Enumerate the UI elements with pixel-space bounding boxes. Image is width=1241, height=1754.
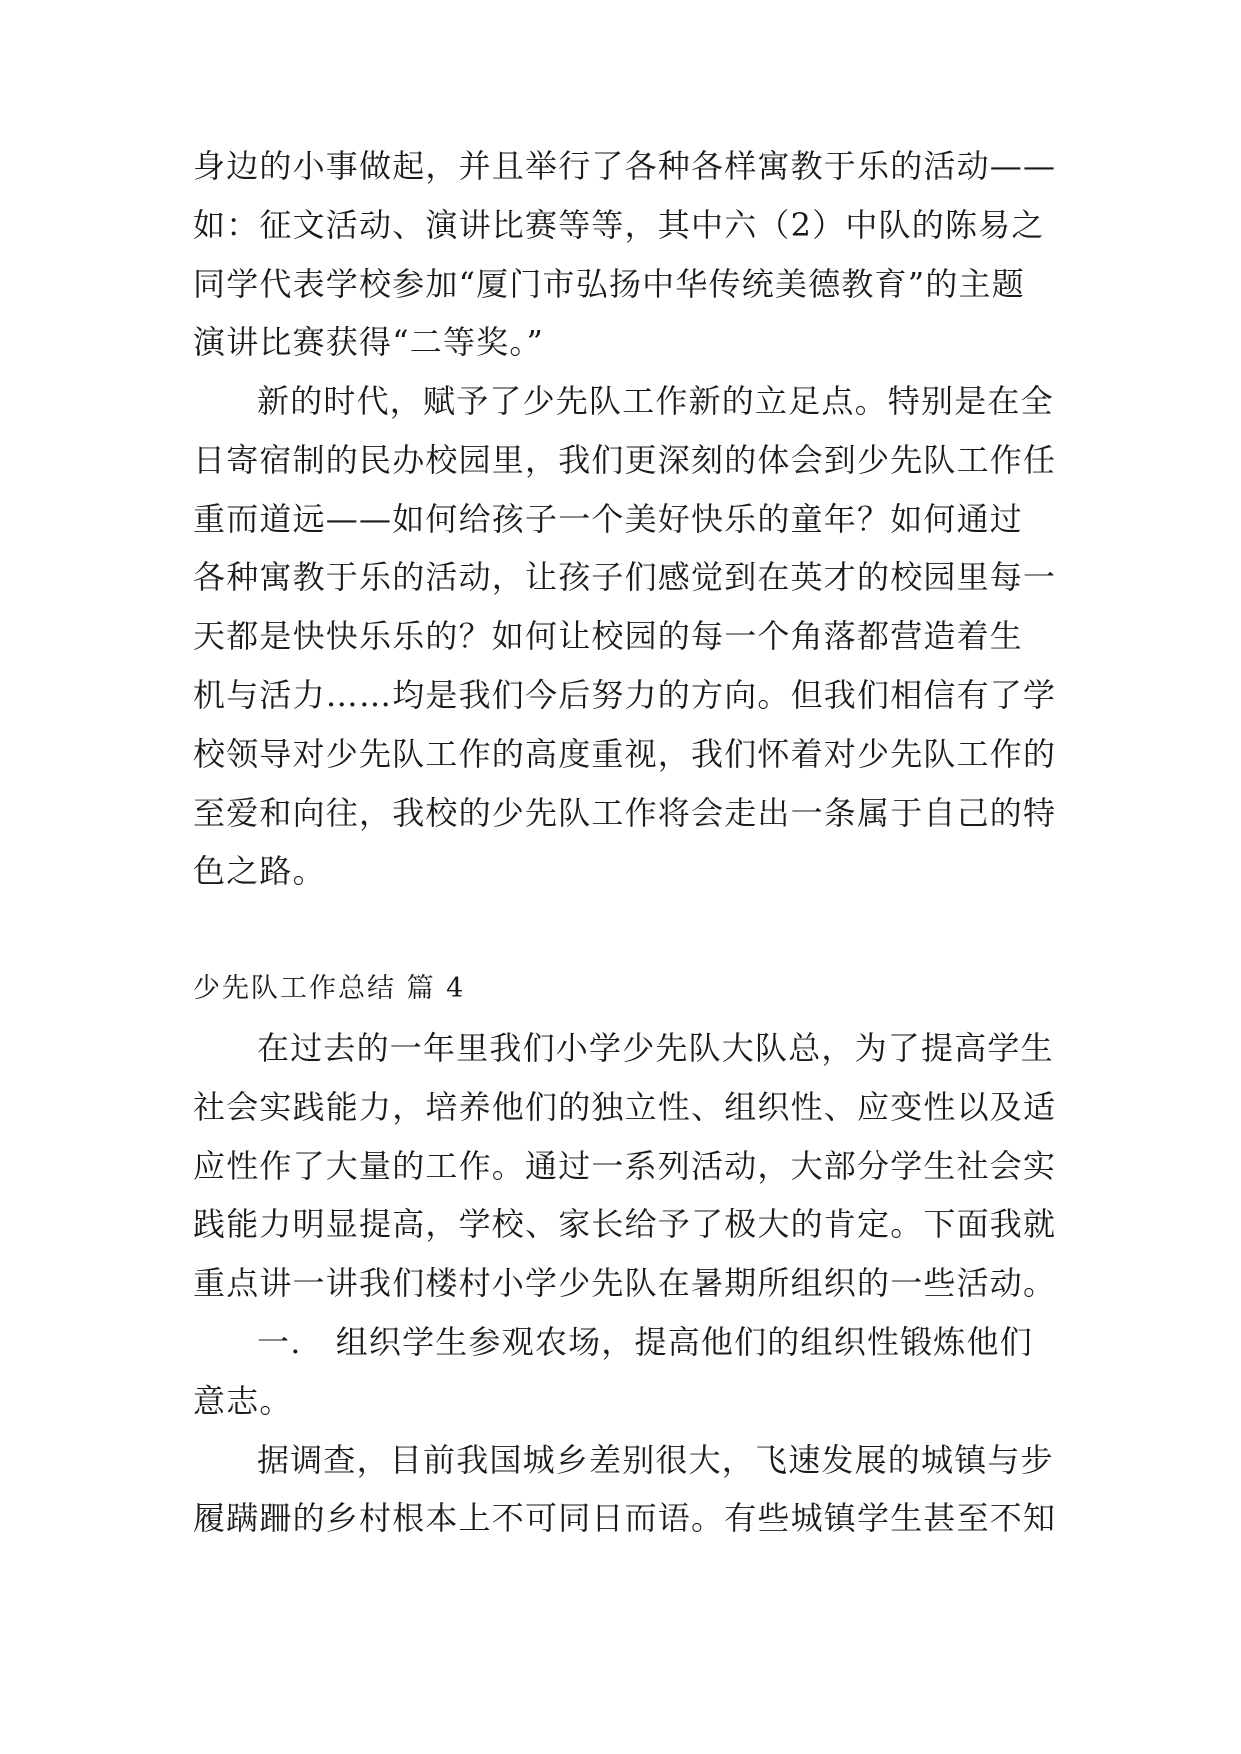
paragraph-5-line-2: 履蹒跚的乡村根本上不可同日而语。有些城镇学生甚至不知	[193, 1499, 1057, 1537]
paragraph-3-line-3: 应性作了大量的工作。通过一系列活动，大部分学生社会实	[193, 1147, 1057, 1185]
paragraph-3-line-5: 重点讲一讲我们楼村小学少先队在暑期所组织的一些活动。	[193, 1264, 1057, 1302]
paragraph-2-line-6: 机与活力……均是我们今后努力的方向。但我们相信有了学	[193, 676, 1057, 714]
paragraph-2-line-5: 天都是快快乐乐的？如何让校园的每一个角落都营造着生	[193, 617, 1024, 655]
paragraph-3-line-2: 社会实践能力，培养他们的独立性、组织性、应变性以及适	[193, 1088, 1057, 1126]
paragraph-4-line-1: 一. 组织学生参观农场，提高他们的组织性锻炼他们	[257, 1323, 1033, 1361]
paragraph-2-line-3: 重而道远——如何给孩子一个美好快乐的童年？如何通过	[193, 500, 1024, 538]
paragraph-5-line-1: 据调查，目前我国城乡差别很大，飞速发展的城镇与步	[257, 1441, 1054, 1479]
paragraph-2-line-8: 至爱和向往，我校的少先队工作将会走出一条属于自己的特	[193, 794, 1057, 832]
section-heading: 少先队工作总结 篇 4	[193, 973, 466, 1004]
paragraph-2-line-4: 各种寓教于乐的活动，让孩子们感觉到在英才的校园里每一	[193, 558, 1057, 596]
paragraph-2-line-7: 校领导对少先队工作的高度重视，我们怀着对少先队工作的	[193, 735, 1057, 773]
paragraph-4-line-2: 意志。	[193, 1382, 293, 1420]
paragraph-2-line-9: 色之路。	[193, 852, 326, 890]
paragraph-1-line-1: 身边的小事做起，并且举行了各种各样寓教于乐的活动——	[193, 147, 1057, 185]
paragraph-2-line-2: 日寄宿制的民办校园里，我们更深刻的体会到少先队工作任	[193, 441, 1057, 479]
paragraph-2-line-1: 新的时代，赋予了少先队工作新的立足点。特别是在全	[257, 382, 1054, 420]
paragraph-1-line-3: 同学代表学校参加“厦门市弘扬中华传统美德教育”的主题	[193, 265, 1025, 303]
paragraph-3-line-4: 践能力明显提高，学校、家长给予了极大的肯定。下面我就	[193, 1205, 1057, 1243]
paragraph-3-line-1: 在过去的一年里我们小学少先队大队总，为了提高学生	[257, 1029, 1054, 1067]
paragraph-1-line-4: 演讲比赛获得“二等奖。”	[193, 323, 545, 361]
paragraph-1-line-2: 如：征文活动、演讲比赛等等，其中六（2）中队的陈易之	[193, 206, 1045, 244]
